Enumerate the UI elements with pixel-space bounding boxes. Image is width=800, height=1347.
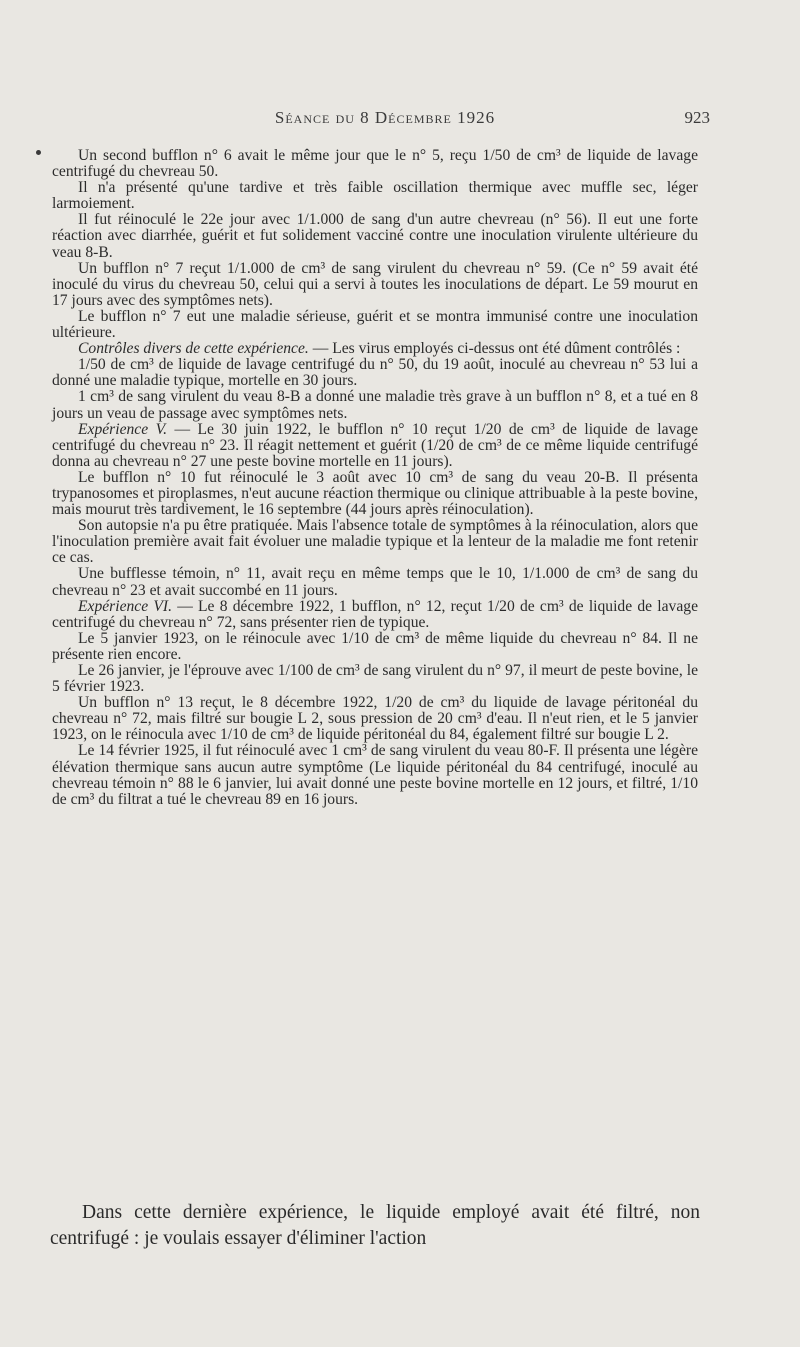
paragraph: Un bufflon n° 7 reçut 1/1.000 de cm³ de sang virulent du chevreau n° 59. (Ce n° 59 avait été inoculé du virus du chevreau 50, celui qui a servi à toutes les inoculations de départ. Le 59 mourut en 17 jours avec des symptômes nets). xyxy=(52,259,698,309)
paragraph: Le 5 janvier 1923, on le réinocule avec 1/10 de cm³ de même liquide du chevreau n° 84. Il ne présente rien encore. xyxy=(52,629,698,663)
paragraph: Une bufflesse témoin, n° 11, avait reçu en même temps que le 10, 1/1.000 de cm³ de sang du chevreau n° 23 et avait succombé en 11 jours. xyxy=(52,565,698,599)
page-number: 923 xyxy=(684,108,710,127)
closing-text xyxy=(50,1200,700,1252)
paragraph: Contrôles divers de cette expérience. — Les virus employés ci-dessus ont été dûment contrôlés : xyxy=(78,340,681,358)
paragraph: Le 26 janvier, je l'éprouve avec 1/100 de cm³ de sang virulent du n° 97, il meurt de peste bovine, le 5 février 1923. xyxy=(52,662,698,696)
paragraph: Il fut réinoculé le 22e jour avec 1/1.000 de sang d'un autre chevreau (n° 56). Il eut une forte réaction avec diarrhée, guérit et fut solidement vacciné contre une inoculation virulente ultérieure du veau 8-B. xyxy=(52,211,698,261)
paragraph: Expérience VI. — Le 8 décembre 1922, 1 bufflon, n° 12, reçut 1/20 de cm³ de liquide de lavage centrifugé du chevreau n° 72, sans présenter rien de typique. xyxy=(52,597,698,631)
page-header xyxy=(60,108,710,132)
paragraph: Le bufflon n° 7 eut une maladie sérieuse, guérit et se montra immunisé contre une inoculation ultérieure. xyxy=(52,307,698,342)
section-lead: Contrôles divers de cette expérience. xyxy=(78,340,309,358)
section-lead: Expérience V. xyxy=(78,420,167,438)
margin-dot xyxy=(36,150,41,155)
paragraph: Un bufflon n° 13 reçut, le 8 décembre 1922, 1/20 de cm³ du liquide de lavage péritonéal du chevreau n° 72, mais filtré sur bougie L 2, sous pression de 20 cm³ d'eau. Il n'eut rien, et le 5 janvier 1923, on le réinocula avec 1/10 de cm³ de liquide péritonéal du 84, également filtré sur bougie L 2. xyxy=(52,694,698,744)
paragraph: Un second bufflon n° 6 avait le même jour que le n° 5, reçu 1/50 de cm³ de liquide de lavage centrifugé du chevreau 50. xyxy=(52,147,698,181)
running-head: Séance du 8 Décembre 1926 xyxy=(274,108,496,127)
paragraph: Expérience V. — Le 30 juin 1922, le bufflon n° 10 reçut 1/20 de cm³ de liquide de lavage centrifugé du chevreau n° 23. Il réagit nettement et guérit (1/20 de cm³ de ce même liquide centrifugé donna au chevreau n° 27 une peste bovine mortelle en 11 jours). xyxy=(52,420,698,470)
paragraph: Le bufflon n° 10 fut réinoculé le 3 août avec 10 cm³ de sang du veau 20-B. Il présenta trypanosomes et piroplasmes, n'eut aucune réaction thermique ou clinique attribuable à la peste bovine, mais mourut très tardivement, le 16 septembre (44 jours après réinoculation). xyxy=(52,468,698,519)
paragraph: Le 14 février 1925, il fut réinoculé avec 1 cm³ de sang virulent du veau 80-F. Il présenta une légère élévation thermique sans aucun autre symptôme (Le liquide péritonéal du 84 centrifugé, inoculé au chevreau témoin n° 88 le 6 janvier, lui avait donné une peste bovine mortelle en 12 jours, et filtré, 1/10 de cm³ du filtrat a tué le chevreau 89 en 16 jours. xyxy=(52,742,698,808)
paragraph: Il n'a présenté qu'une tardive et très faible oscillation thermique avec muffle sec, léger larmoiement. xyxy=(52,179,698,213)
body-text xyxy=(52,148,698,808)
paragraph: 1 cm³ de sang virulent du veau 8-B a donné une maladie très grave à un bufflon n° 8, et a tué en 8 jours un veau de passage avec symptômes nets. xyxy=(52,388,698,422)
section-lead: Expérience VI. xyxy=(78,597,172,615)
paragraph: Son autopsie n'a pu être pratiquée. Mais l'absence totale de symptômes à la réinoculation, alors que l'inoculation première avait fait évoluer une maladie typique et la lenteur de la maladie me font retenir ce cas. xyxy=(52,517,698,567)
paragraph: Dans cette dernière expérience, le liquide employé avait été filtré, non centrifugé : je voulais essayer d'éliminer l'action xyxy=(50,1202,700,1249)
paragraph: 1/50 de cm³ de liquide de lavage centrifugé du n° 50, du 19 août, inoculé au chevreau n° 53 lui a donné une maladie typique, mortelle en 30 jours. xyxy=(52,356,698,390)
